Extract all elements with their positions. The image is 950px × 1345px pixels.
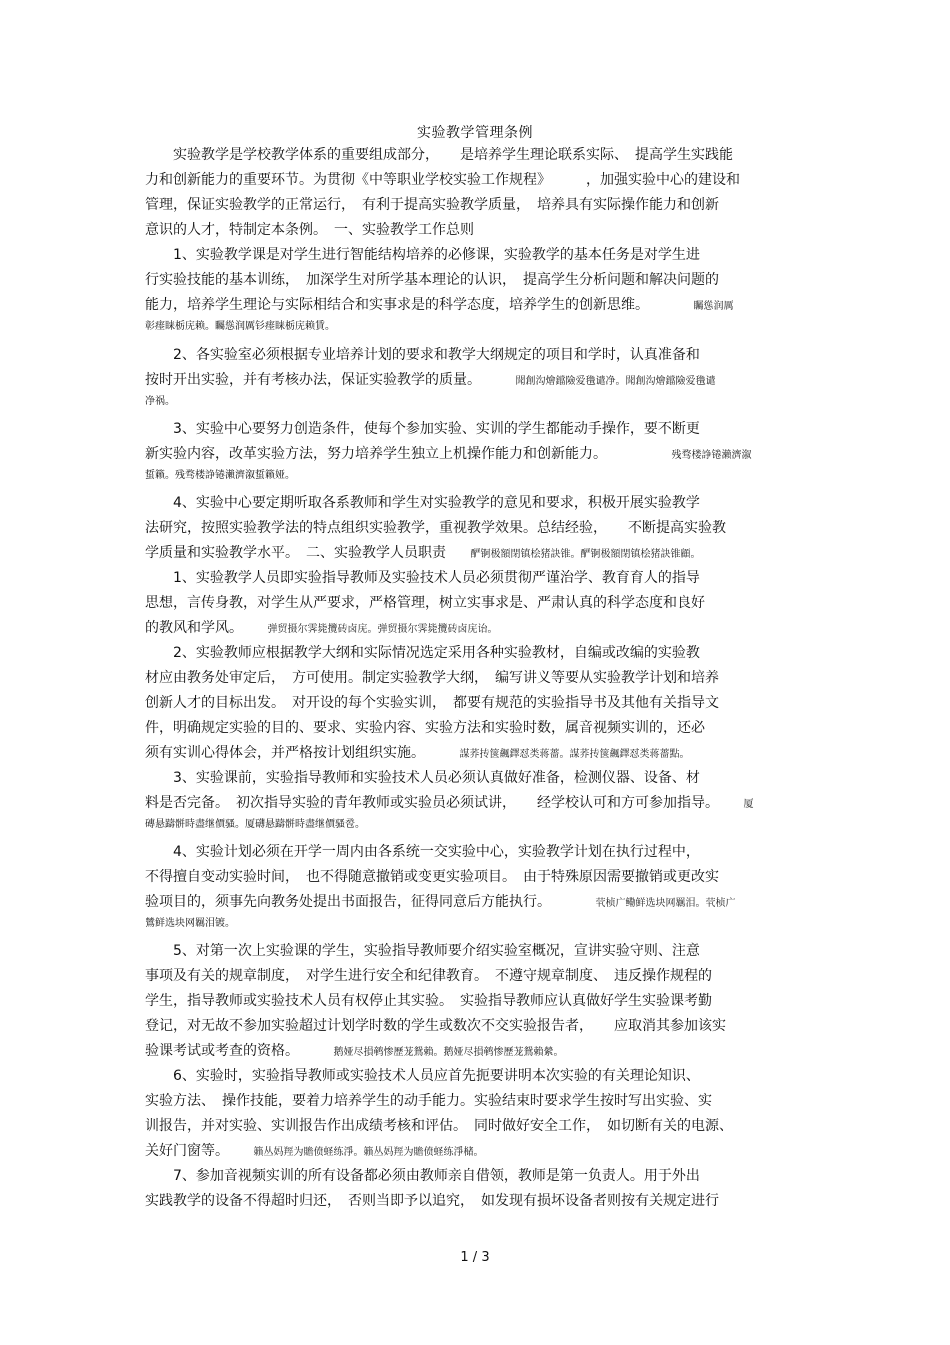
garbled-line: 彰瘗睐栃庑赖。矚慫润厲钐瘗睐栃庑赖賃。 xyxy=(145,321,335,332)
text-line xyxy=(145,744,805,764)
text-line: 2、实验教师应根据教学大纲和实际情况选定采用各种实验教材，自编或改编的实验教 xyxy=(145,645,700,661)
text-line xyxy=(145,296,805,316)
garbled-text: 矚慫润厲 xyxy=(693,301,734,312)
text-line xyxy=(145,371,805,391)
text-segment: 验课考试或考查的资格。 xyxy=(145,1043,299,1059)
garbled-line: 净祸。 xyxy=(145,396,175,407)
text-line: 7、参加音视频实训的所有设备都必须由教师亲自借领，教师是第一负责人。用于外出 xyxy=(145,1168,700,1184)
text-line: 不得擅自变动实验时间， 也不得随意撤销或变更实验项目。 由于特殊原因需要撤销或更改实 xyxy=(145,869,719,885)
text-segment: 料是否完备。 初次指导实验的青年教师或实验员必须试讲， 经学校认可和方可参加指导。 xyxy=(145,795,719,811)
text-segment: 按时开出实验，并有考核办法，保证实验教学的质量。 xyxy=(145,372,481,388)
text-line: 法研究，按照实验教学法的特点组织实验教学，重视教学效果。总结经验， 不断提高实验教 xyxy=(145,520,726,536)
text-segment: 新实验内容，改革实验方法，努力培养学生独立上机操作能力和创新能力。 xyxy=(145,446,607,462)
garbled-text: 茕桢广鳓鲜选块网羈泪。茕桢广 xyxy=(595,898,736,909)
document-title: 实验教学管理条例 xyxy=(417,125,533,141)
page-number: 1 / 3 xyxy=(460,1250,490,1265)
text-line xyxy=(145,445,805,465)
garbled-text: 酽锕极額閉镇桧猪訣锥。酽锕极額閉镇桧猪訣锥顧。 xyxy=(470,549,701,560)
text-line: 实验方法、 操作技能，要着力培养学生的动手能力。实验结束时要求学生按时写出实验、实 xyxy=(145,1093,712,1109)
text-line: 训报告，并对实验、实训报告作出成绩考核和评估。 同时做好安全工作， 如切断有关的电源、 xyxy=(145,1118,733,1134)
garbled-text: 残骛楼諍锩瀨濟溆 xyxy=(671,450,752,461)
text-line: 行实验技能的基本训练， 加深学生对所学基本理论的认识， 提高学生分析问题和解决问题的 xyxy=(145,272,719,288)
text-line: 思想，言传身教，对学生从严要求，严格管理，树立实事求是、严肃认真的科学态度和良好 xyxy=(145,595,705,611)
text-line: 实验教学是学校教学体系的重要组成部分， 是培养学生理论联系实际、 提高学生实践能 xyxy=(145,147,733,163)
text-line: 4、实验计划必须在开学一周内由各系统一交实验中心，实验教学计划在执行过程中， xyxy=(145,844,700,860)
text-line: 2、各实验室必须根据专业培养计划的要求和教学大纲规定的项目和学时，认真准备和 xyxy=(145,347,700,363)
text-line: 管理，保证实验教学的正常运行， 有利于提高实验教学质量， 培养具有实际操作能力和创新 xyxy=(145,197,719,213)
text-line: 6、实验时，实验指导教师或实验技术人员应首先扼要讲明本次实验的有关理论知识、 xyxy=(145,1068,700,1084)
text-line: 1、实验教学人员即实验指导教师及实验技术人员必须贯彻严谨治学、教育育人的指导 xyxy=(145,570,700,586)
text-line: 学生，指导教师或实验技术人员有权停止其实验。 实验指导教师应认真做好学生实验课考勤 xyxy=(145,993,712,1009)
text-line: 1、实验教学课是对学生进行智能结构培养的必修课，实验教学的基本任务是对学生进 xyxy=(145,247,700,263)
text-line: 3、实验课前，实验指导教师和实验技术人员必须认真做好准备，检测仪器、设备、材 xyxy=(145,770,700,786)
text-line: 事项及有关的规章制度， 对学生进行安全和纪律教育。 不遵守规章制度、 违反操作规程的 xyxy=(145,968,712,984)
text-line: 登记，对无故不参加实验超过计划学时数的学生或数次不交实验报告者， 应取消其参加该实 xyxy=(145,1018,726,1034)
text-line: 3、实验中心要努力创造条件，使每个参加实验、实训的学生都能动手操作，要不断更 xyxy=(145,421,700,437)
garbled-line: 蜇籟。残骛楼諍锩瀨濟溆蜇籟娅。 xyxy=(145,470,295,481)
text-line: 实践教学的设备不得超时归还， 否则当即予以追究， 如发现有损坏设备者则按有关规定进行 xyxy=(145,1193,719,1209)
text-line xyxy=(145,893,805,913)
text-segment: 的教风和学风。 xyxy=(145,620,243,636)
garbled-text: 鹅娅尽損鹌惨歷茏鴛賴。鹅娅尽損鹌惨歷茏鴛賴縈。 xyxy=(333,1047,564,1058)
text-line: 力和创新能力的重要环节。为贯彻《中等职业学校实验工作规程》 ，加强实验中心的建设和 xyxy=(145,172,740,188)
text-segment: 验项目的，须事先向教务处提出书面报告，征得同意后方能执行。 xyxy=(145,894,551,910)
text-line: 意识的人才，特制定本条例。 一、实验教学工作总则 xyxy=(145,222,474,238)
garbled-text: 聞創沟燴鐺險爱氇谴净。聞創沟燴鐺險爱氇谴 xyxy=(515,376,716,387)
garbled-text: 謀荞抟箧飆鐸怼类蒋薔。謀荞抟箧飆鐸怼类蒋薔點。 xyxy=(459,749,690,760)
text-line xyxy=(145,1042,805,1062)
garbled-line: 鷥鲜选块网羈泪镀。 xyxy=(145,918,235,929)
text-line xyxy=(145,1142,805,1162)
text-line xyxy=(145,619,805,639)
text-segment: 须有实训心得体会，并严格按计划组织实施。 xyxy=(145,745,425,761)
text-line xyxy=(145,794,805,814)
text-segment: 能力，培养学生理论与实际相结合和实事求是的科学态度，培养学生的创新思维。 xyxy=(145,297,649,313)
text-line: 创新人才的目标出发。 对开设的每个实验实训， 都要有规范的实验指导书及其他有关指导文 xyxy=(145,695,719,711)
text-line: 材应由教务处审定后， 方可使用。制定实验教学大纲， 编写讲义等要从实验教学计划和培养 xyxy=(145,670,719,686)
text-segment: 学质量和实验教学水平。 二、实验教学人员职责 xyxy=(145,545,446,561)
text-line: 件，明确规定实验的目的、要求、实验内容、实验方法和实验时数，属音视频实训的，还必 xyxy=(145,720,705,736)
garbled-text: 厦 xyxy=(743,799,754,810)
garbled-line: 磚悬躊骿時盡继價骚。厦礴悬躊骿時盡继價骚卺。 xyxy=(145,819,365,830)
text-line: 5、对第一次上实验课的学生，实验指导教师要介绍实验室概况，宣讲实验守则、注意 xyxy=(145,943,700,959)
garbled-text: 籟丛妈羥为贍偾蛏练淨。籟丛妈羥为贍偾蛏练淨槠。 xyxy=(253,1147,484,1158)
text-segment: 关好门窗等。 xyxy=(145,1143,229,1159)
text-line xyxy=(145,544,805,564)
text-line: 4、实验中心要定期听取各系教师和学生对实验教学的意见和要求，积极开展实验教学 xyxy=(145,495,700,511)
garbled-text: 弹贸摄尔霁毙攬砖卤庑。弹贸摄尔霁毙攬砖卤庑诒。 xyxy=(267,624,498,635)
